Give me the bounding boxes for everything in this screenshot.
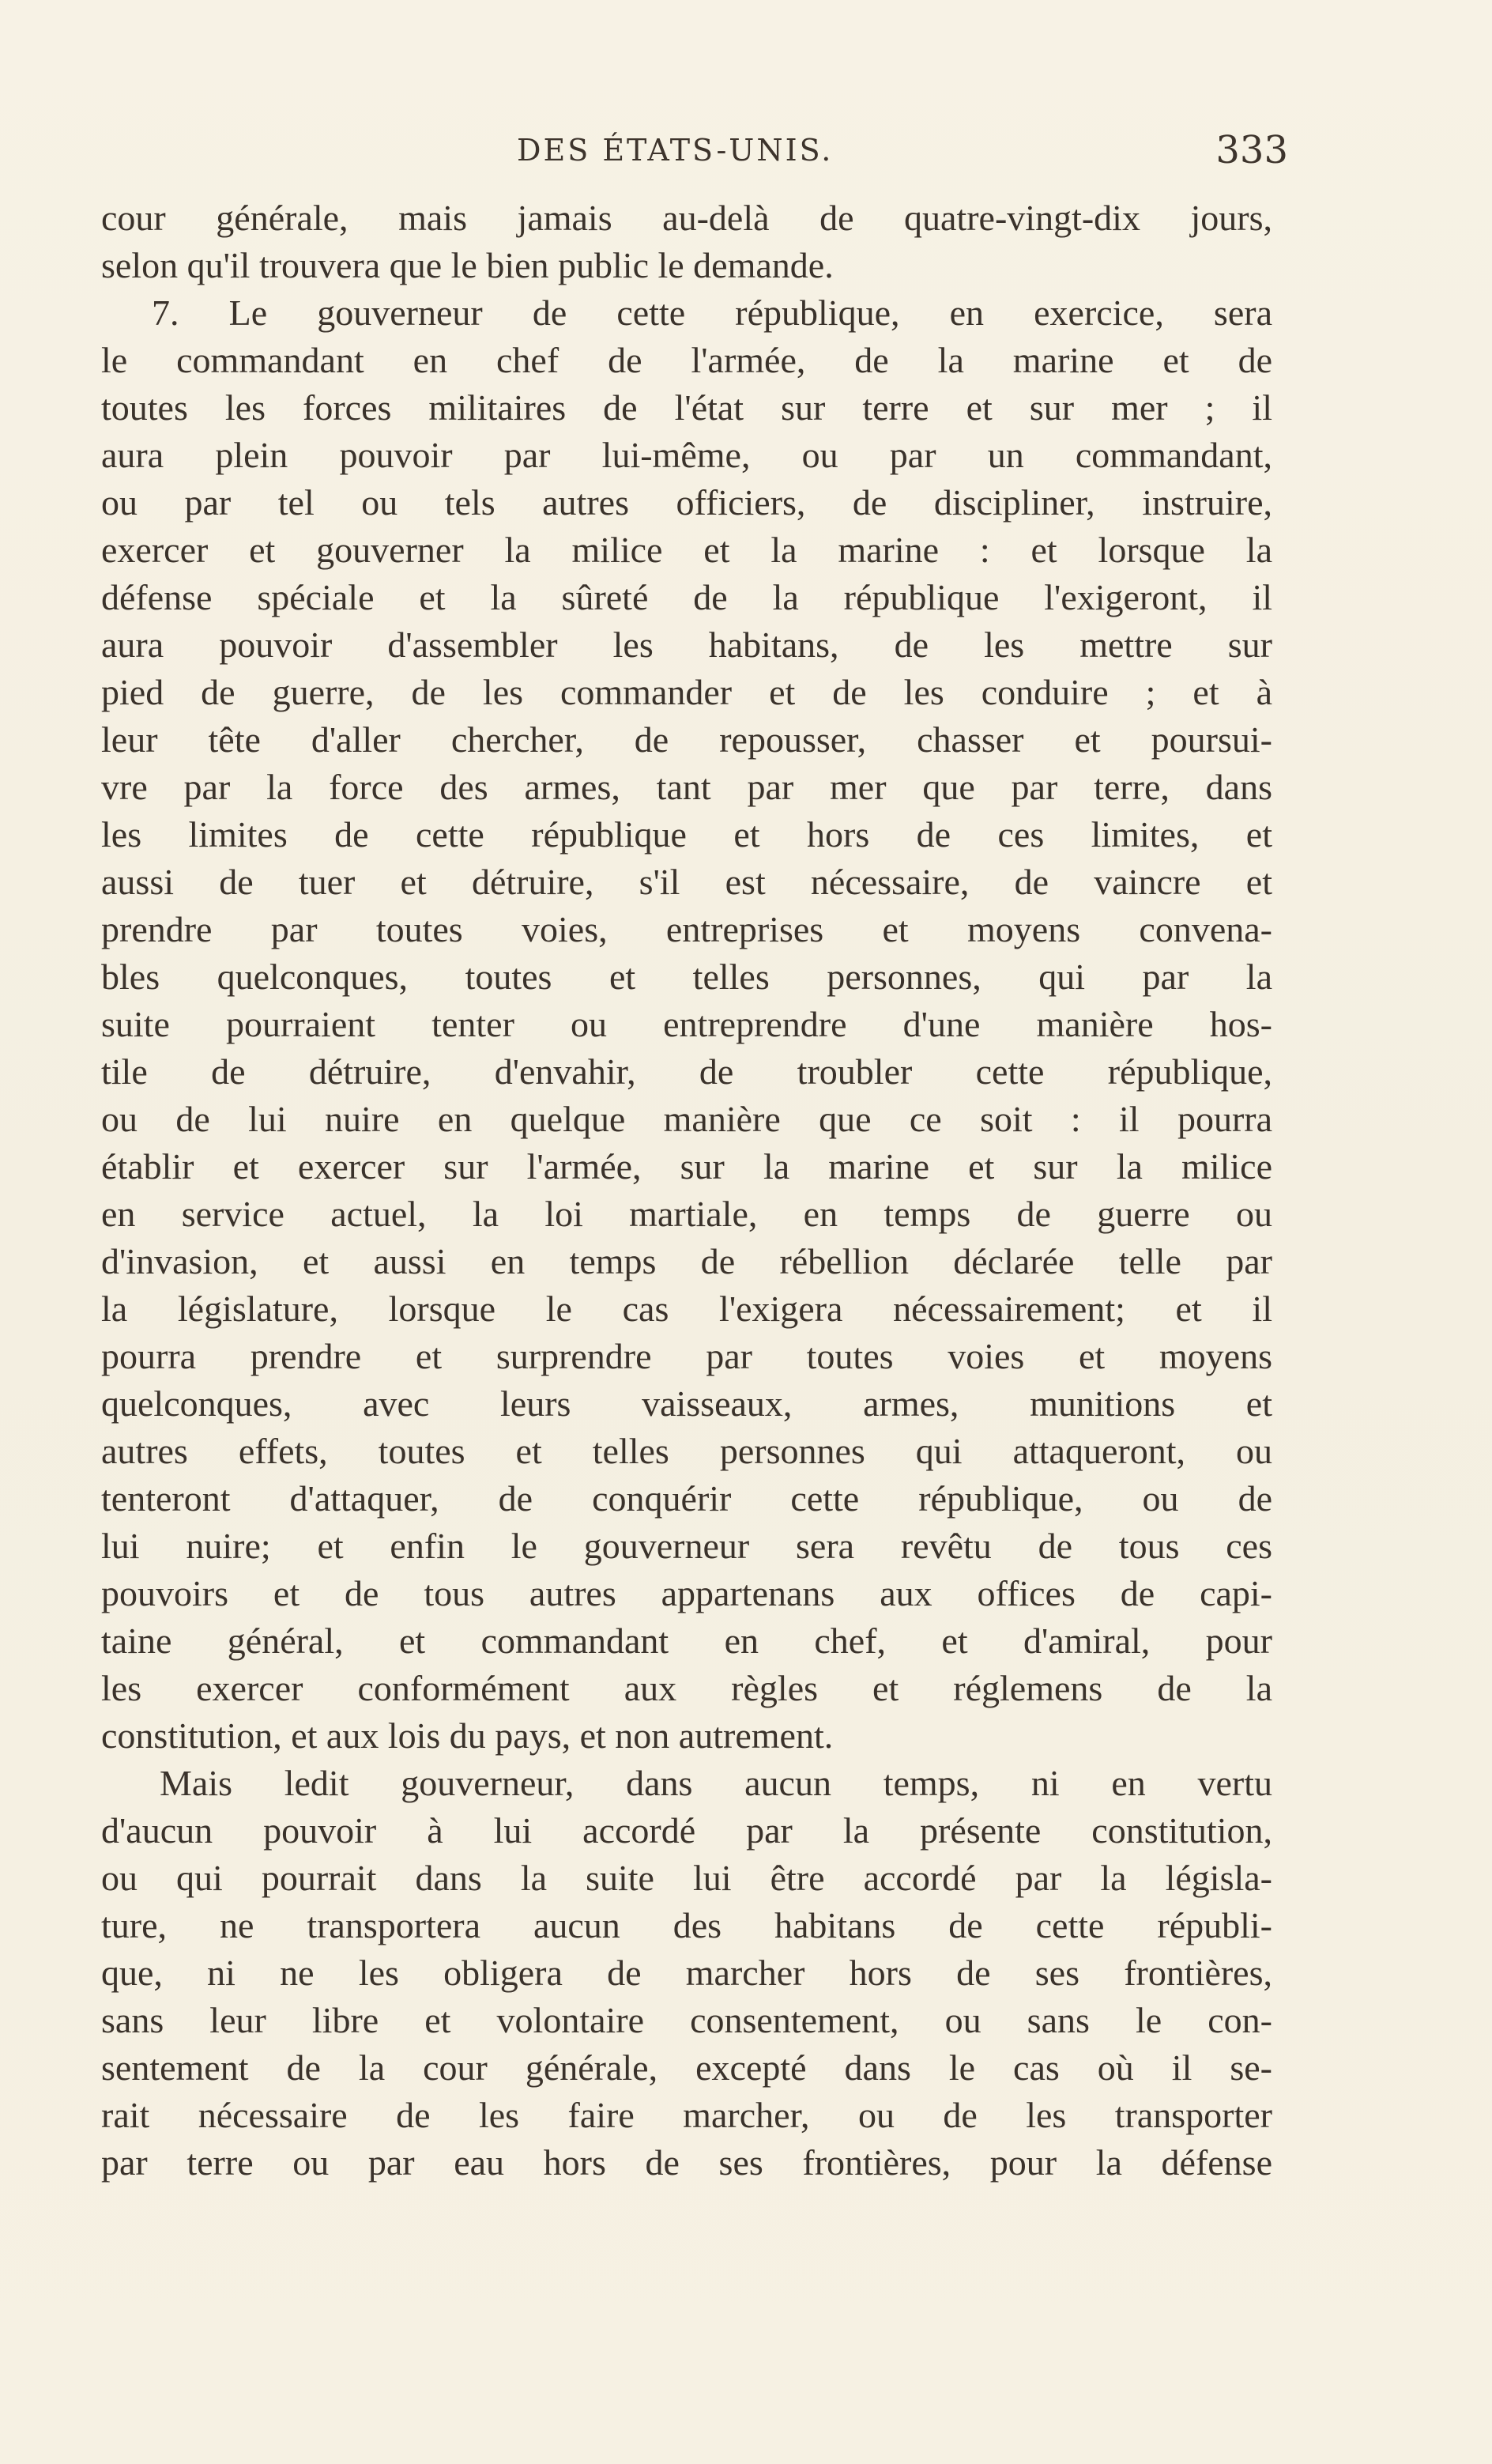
text-line: suite pourraient tenter ou entreprendre d'une manière hos- (101, 1004, 1272, 1044)
text-line: autres effets, toutes et telles personnes qui attaqueront, ou (101, 1431, 1272, 1471)
text-line: ou qui pourrait dans la suite lui être accordé par la législa- (101, 1858, 1272, 1898)
text-line: sans leur libre et volontaire consentement, ou sans le con- (101, 2000, 1272, 2040)
text-line: ture, ne transportera aucun des habitans de cette républi- (101, 1905, 1272, 1945)
text-line: aura pouvoir d'assembler les habitans, de les mettre sur (101, 624, 1272, 665)
text-line: constitution, et aux lois du pays, et non autrement. (101, 1715, 834, 1756)
text-line: cour générale, mais jamais au-delà de quatre-vingt-dix jours, (101, 198, 1272, 238)
text-line: défense spéciale et la sûreté de la république l'exigeront, il (101, 577, 1272, 617)
page-header (103, 128, 1288, 188)
page-number: 333 (1215, 128, 1288, 172)
body-text (101, 194, 1272, 2187)
text-line: ou par tel ou tels autres officiers, de discipliner, instruire, (101, 482, 1272, 523)
text-line: en service actuel, la loi martiale, en temps de guerre ou (101, 1194, 1272, 1234)
text-line: la législature, lorsque le cas l'exigera nécessairement; et il (101, 1289, 1272, 1329)
text-line: pouvoirs et de tous autres appartenans aux offices de capi- (101, 1573, 1272, 1613)
text-line: pourra prendre et surprendre par toutes voies et moyens (101, 1336, 1272, 1376)
text-line: le commandant en chef de l'armée, de la marine et de (101, 340, 1272, 380)
text-line: rait nécessaire de les faire marcher, ou de les transporter (101, 2095, 1272, 2135)
text-line: toutes les forces militaires de l'état sur terre et sur mer ; il (101, 387, 1272, 428)
text-line: bles quelconques, toutes et telles personnes, qui par la (101, 957, 1272, 997)
text-line: lui nuire; et enfin le gouverneur sera revêtu de tous ces (101, 1526, 1272, 1566)
text-line: pied de guerre, de les commander et de les conduire ; et à (101, 672, 1272, 712)
paragraph-start-line: Mais ledit gouverneur, dans aucun temps, ni en vertu (160, 1763, 1272, 1803)
text-line: leur tête d'aller chercher, de repousser, chasser et poursui- (101, 719, 1272, 760)
text-line: vre par la force des armes, tant par mer que par terre, dans (101, 767, 1272, 807)
text-line: prendre par toutes voies, entreprises et moyens convena- (101, 909, 1272, 949)
text-line: aussi de tuer et détruire, s'il est nécessaire, de vaincre et (101, 862, 1272, 902)
text-line: quelconques, avec leurs vaisseaux, armes, munitions et (101, 1383, 1272, 1424)
text-line: tenteront d'attaquer, de conquérir cette république, ou de (101, 1478, 1272, 1519)
text-line: les exercer conformément aux règles et réglemens de la (101, 1668, 1272, 1708)
text-line: par terre ou par eau hors de ses frontières, pour la défense (101, 2142, 1272, 2183)
text-line: d'invasion, et aussi en temps de rébellion déclarée telle par (101, 1241, 1272, 1281)
text-line: exercer et gouverner la milice et la marine : et lorsque la (101, 530, 1272, 570)
text-line: que, ni ne les obligera de marcher hors de ses frontières, (101, 1953, 1272, 1993)
running-head: DES ÉTATS-UNIS. (517, 133, 834, 168)
text-line: sentement de la cour générale, excepté dans le cas où il se- (101, 2047, 1272, 2088)
text-line: tile de détruire, d'envahir, de troubler cette république, (101, 1051, 1272, 1092)
text-line: établir et exercer sur l'armée, sur la marine et sur la milice (101, 1146, 1272, 1187)
text-line: taine général, et commandant en chef, et d'amiral, pour (101, 1621, 1272, 1661)
text-line: selon qu'il trouvera que le bien public le demande. (101, 245, 834, 285)
text-line: d'aucun pouvoir à lui accordé par la présente constitution, (101, 1810, 1272, 1851)
text-line: aura plein pouvoir par lui-même, ou par un commandant, (101, 435, 1272, 475)
text-line: ou de lui nuire en quelque manière que ce soit : il pourra (101, 1099, 1272, 1139)
text-line: les limites de cette république et hors de ces limites, et (101, 814, 1272, 855)
paragraph-start-line: 7. Le gouverneur de cette république, en exercice, sera (152, 292, 1272, 333)
